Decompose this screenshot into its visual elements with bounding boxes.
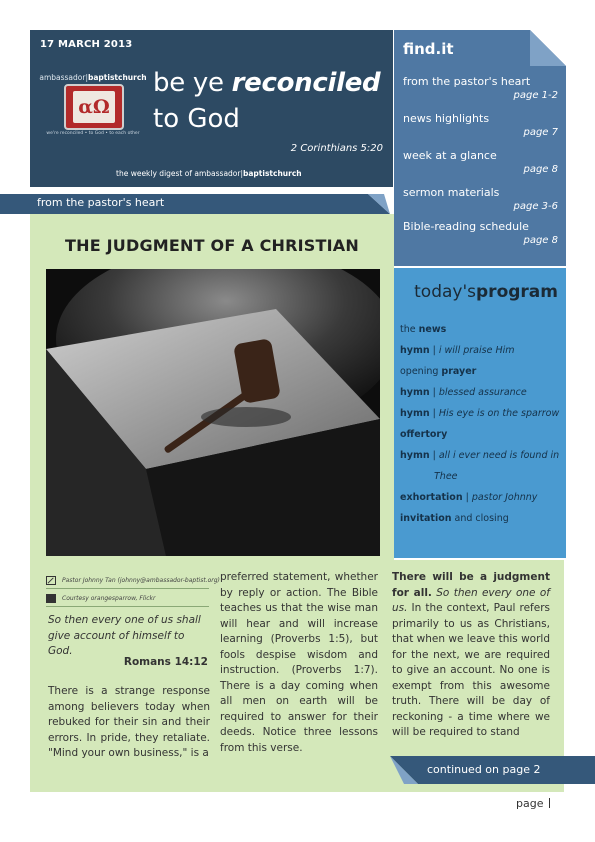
scripture-reference: Romans 14:12 — [123, 656, 208, 668]
footer-divider — [549, 798, 550, 808]
findit-content — [394, 30, 566, 266]
article-title: THE JUDGMENT OF A CHRISTIAN — [65, 236, 359, 255]
program-item: the news — [400, 324, 447, 335]
scripture-quote: So then every one of us shall give account of himself to God. — [48, 614, 201, 657]
masthead — [30, 30, 393, 187]
issue-date: 17 MARCH 2013 — [40, 39, 133, 50]
program-item-continued: Thee — [434, 471, 458, 482]
findit-item-sermon[interactable]: sermon materials page 3-6 — [403, 186, 558, 212]
program-title: today'sprogram — [414, 282, 558, 302]
church-logo — [38, 73, 148, 143]
program-item: hymn | His eye is on the sparrow — [400, 408, 560, 419]
logo-church-name: ambassador|baptistchurch — [39, 73, 147, 82]
article-column-3: There will be a judgment for all. So then every one of us. In the context, Paul refers primarily to us as Christians, that when we leave this world for the next, we are required to give an account. No one is exempt from this awesome truth. There will be day of reckoning - a time where we will be required to stand — [392, 571, 550, 738]
program-item: hymn | i will praise Him — [400, 345, 515, 356]
program-item: opening prayer — [400, 366, 477, 377]
divider — [46, 606, 209, 607]
gavel-photo — [46, 269, 380, 556]
continued-link[interactable]: continued on page 2 — [427, 763, 541, 776]
camera-icon — [46, 594, 56, 603]
findit-item-week[interactable]: week at a glance page 8 — [403, 149, 558, 175]
headline: be ye reconciled — [153, 68, 381, 98]
article-column-1: There is a strange response among believers today when rebuked for their sin and their errors. In pride, they retaliate. "Mind your own business," is a — [48, 685, 210, 759]
photo-credit: Courtesy orangesparrow, Flickr — [62, 595, 156, 602]
program-item: hymn | blessed assurance — [400, 387, 527, 398]
section-banner-label: from the pastor's heart — [37, 196, 165, 209]
program-item: offertory — [400, 429, 448, 440]
theme-verse-reference: 2 Corinthians 5:20 — [290, 143, 383, 154]
headline-line2: to God — [153, 104, 240, 134]
findit-item-bible-reading[interactable]: Bible-reading schedule page 8 — [403, 220, 558, 246]
pencil-icon — [46, 576, 56, 585]
article-column-2: preferred statement, whether by reply or action. The Bible teaches us that the wise man will hear and will increase learning (Proverbs 1:5), but fools despise wisdom and instruction. (Proverbs 1:7). There is a day coming when all men on earth will be required to answer for their deeds. Notice three lessons from this verse. — [220, 571, 378, 754]
logo-tagline: we're reconciled • to God • to each other — [46, 131, 140, 136]
findit-item-news[interactable]: news highlights page 7 — [403, 112, 558, 138]
digest-tagline: the weekly digest of ambassador|baptistchurch — [116, 169, 302, 178]
program-item: exhortation | pastor Johnny — [400, 492, 538, 503]
program-item: hymn | all i ever need is found in — [400, 450, 560, 461]
page-footer: page — [516, 797, 550, 810]
program-panel — [394, 268, 566, 558]
program-list — [400, 319, 560, 529]
findit-title: find.it — [403, 40, 454, 58]
author-credit: Pastor Johnny Tan (johnny@ambassador-baptist.org) — [62, 577, 220, 584]
divider — [46, 588, 209, 589]
findit-item-pastors-heart[interactable]: from the pastor's heart page 1-2 — [403, 75, 558, 101]
alpha-omega-icon: αΩ — [64, 84, 124, 130]
program-item: invitation and closing — [400, 513, 509, 524]
